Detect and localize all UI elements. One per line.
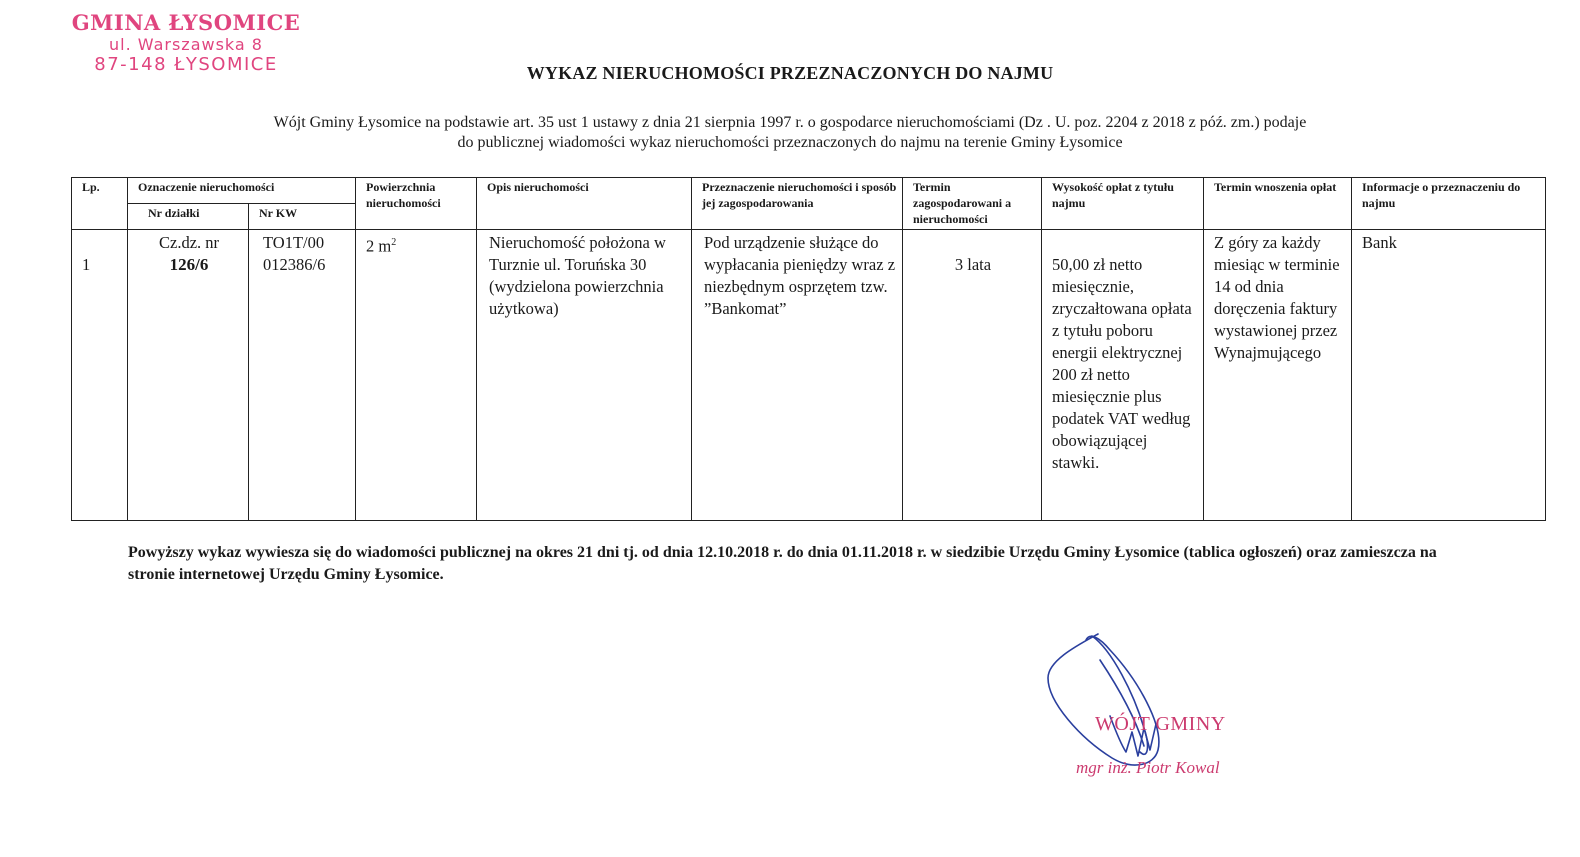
posting-notice: Powyższy wykaz wywiesza się do wiadomości publicznej na okres 21 dni tj. od dnia 12.10.2018 r. do dnia 01.11.2018 r. w siedzibie Urzędu Gminy Łysomice (tablica ogłoszeń) oraz zamieszcza na stronie internetowej Urzędu Gminy Łysomice. <box>128 544 1437 583</box>
cell-powierzchnia <box>356 230 477 521</box>
header-nr-kw: Nr KW <box>249 204 356 230</box>
signature-name: mgr inż. Piotr Kowal <box>1076 758 1220 777</box>
intro-paragraph <box>0 113 1580 153</box>
header-opis: Opis nieruchomości <box>477 178 692 230</box>
plot-prefix: Cz.dz. nr <box>158 233 220 252</box>
header-termin-wnoszenia: Termin wnoszenia opłat <box>1204 178 1352 230</box>
cell-informacje: Bank <box>1352 230 1546 521</box>
header-lp: Lp. <box>72 178 128 230</box>
cell-nr-dzialki <box>128 230 249 521</box>
header-termin-zagospodarowania: Termin zagospodarowani a nieruchomości <box>903 178 1042 230</box>
stamp-line-1: GMINA ŁYSOMICE <box>71 10 301 35</box>
header-oznaczenie: Oznaczenie nieruchomości <box>128 178 356 204</box>
area-unit-exponent: 2 <box>391 237 397 248</box>
plot-number: 126/6 <box>169 255 209 274</box>
cell-przeznaczenie: Pod urządzenie służące do wypłacania pieniędzy wraz z niezbędnym osprzętem tzw. ”Bankomat” <box>692 230 903 521</box>
cell-termin-zagospodarowania: 3 lata <box>903 230 1042 521</box>
cell-nr-kw: TO1T/00 012386/6 <box>249 230 356 521</box>
header-przeznaczenie: Przeznaczenie nieruchomości i sposób jej zagospodarowania <box>692 178 903 230</box>
stamp-line-2: ul. Warszawska 8 <box>109 35 263 55</box>
intro-line-2: do publicznej wiadomości wykaz nieruchomości przeznaczonych do najmu na terenie Gminy Łysomice <box>457 134 1123 151</box>
document-title: WYKAZ NIERUCHOMOŚCI PRZEZNACZONYCH DO NAJMU <box>526 63 1054 83</box>
header-powierzchnia: Powierzchnia nieruchomości <box>356 178 477 230</box>
cell-termin-wnoszenia: Z góry za każdy miesiąc w terminie 14 od dnia doręczenia faktury wystawionej przez Wynajmującego <box>1204 230 1352 521</box>
header-informacje: Informacje o przeznaczeniu do najmu <box>1352 178 1546 230</box>
property-table <box>71 177 1546 521</box>
signature-block <box>1040 620 1300 800</box>
cell-lp: 1 <box>72 230 128 521</box>
table-row <box>72 230 1546 521</box>
cell-opis: Nieruchomość położona w Turznie ul. Toruńska 30 (wydzielona powierzchnia użytkowa) <box>477 230 692 521</box>
intro-line-1: Wójt Gminy Łysomice na podstawie art. 35 ust 1 ustawy z dnia 21 sierpnia 1997 r. o gospodarce nieruchomościami (Dz . U. poz. 2204 z 2018 z póź. zm.) podaje <box>273 114 1307 131</box>
header-nr-dzialki: Nr działki <box>128 204 249 230</box>
stamp-line-3: 87-148 ŁYSOMICE <box>94 54 278 76</box>
header-wysokosc-oplat: Wysokość opłat z tytułu najmu <box>1042 178 1204 230</box>
area-value: 2 m <box>366 236 392 256</box>
cell-wysokosc-oplat: 50,00 zł netto miesięcznie, zryczałtowana opłata z tytułu poboru energii elektrycznej 200 zł netto miesięcznie plus podatek VAT według obowiązującej stawki. <box>1042 230 1204 521</box>
signature-title: WÓJT GMINY <box>1095 713 1226 735</box>
